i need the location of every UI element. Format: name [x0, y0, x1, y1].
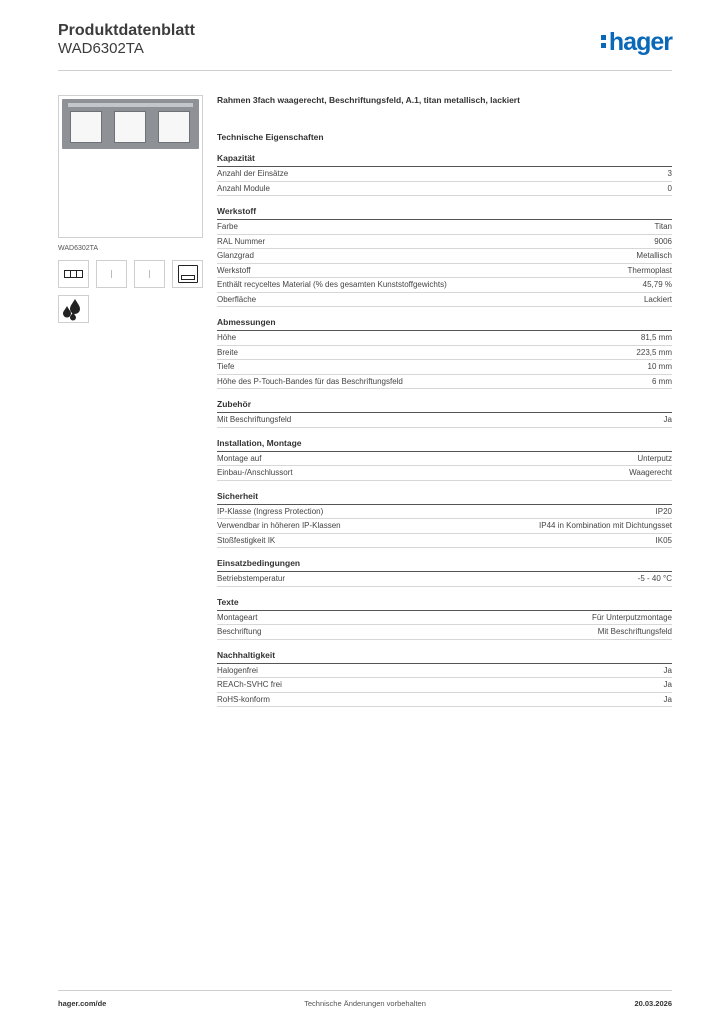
spec-row [217, 693, 672, 708]
image-caption: WAD6302TA [58, 245, 99, 252]
spec-label: Farbe [217, 222, 238, 231]
spec-section [217, 650, 672, 708]
section-title: Abmessungen [217, 317, 672, 331]
spec-value: Lackiert [643, 294, 672, 304]
spec-row [217, 611, 672, 626]
spec-row [217, 264, 672, 279]
spec-row [217, 519, 672, 534]
spec-row [217, 220, 672, 235]
spec-label: Tiefe [217, 362, 235, 371]
spec-row [217, 331, 672, 346]
spec-value: -5 - 40 °C [637, 574, 672, 583]
spec-label: REACh-SVHC frei [217, 680, 282, 689]
spec-row [217, 505, 672, 520]
spec-value: IP44 in Kombination mit Dichtungsset [539, 521, 672, 530]
spec-section [217, 597, 672, 640]
spec-value: Unterputz [637, 453, 672, 463]
spec-value: Ja [663, 694, 672, 704]
spec-value: Für Unterputzmontage [591, 612, 672, 622]
spec-value: IK05 [655, 535, 672, 545]
spec-sheet [217, 95, 672, 717]
spec-value: Titan [654, 222, 672, 231]
document-title: Produktdatenblatt [58, 22, 195, 39]
feature-icons [58, 260, 203, 288]
spec-label: Stoßfestigkeit IK [217, 535, 276, 545]
spec-value: 0 [667, 183, 672, 193]
spec-label: Glanzgrad [217, 251, 254, 260]
spec-value: Ja [663, 680, 672, 689]
spec-label: Einbau-/Anschlussort [217, 468, 293, 477]
label-strip [68, 103, 193, 107]
spec-row [217, 167, 672, 182]
section-title: Werkstoff [217, 206, 672, 220]
spec-row [217, 235, 672, 250]
logo-text: hager [608, 28, 672, 56]
hager-logo [601, 28, 672, 57]
spec-value: 81,5 mm [640, 333, 672, 342]
footer-disclaimer: Technische Änderungen vorbehalten [304, 999, 426, 1008]
spec-section [217, 399, 672, 428]
spec-value: Ja [663, 665, 672, 675]
spec-label: IP-Klasse (Ingress Protection) [217, 506, 324, 516]
spec-label: Montage auf [217, 453, 262, 463]
section-title: Kapazität [217, 153, 672, 167]
spec-value: 223,5 mm [636, 347, 672, 357]
product-panel [58, 95, 203, 323]
spec-section [217, 438, 672, 481]
spec-label: Montageart [217, 612, 258, 622]
page-footer [58, 990, 672, 1017]
footer-website[interactable]: hager.com/de [58, 999, 107, 1008]
spec-label: Oberfläche [217, 294, 257, 304]
three-module-icon [58, 260, 89, 288]
product-image [58, 95, 203, 238]
spec-label: Enthält recyceltes Material (% des gesamten Kunststoffgewichts) [217, 280, 447, 289]
spec-label: Werkstoff [217, 265, 251, 275]
spec-label: Höhe [217, 333, 237, 342]
section-title: Installation, Montage [217, 438, 672, 452]
spec-label: Betriebstemperatur [217, 574, 286, 583]
frame-opening [114, 111, 146, 143]
product-description: Rahmen 3fach waagerecht, Beschriftungsfeld, A.1, titan metallisch, lackiert [217, 95, 520, 105]
spec-value: Ja [663, 415, 672, 424]
spec-value: Thermoplast [627, 265, 672, 275]
spec-value: 45,79 % [642, 280, 672, 289]
spec-row [217, 534, 672, 549]
spec-label: Beschriftung [217, 627, 262, 636]
tech-properties-title: Technische Eigenschaften [217, 132, 324, 142]
divider-icon [96, 260, 127, 288]
spec-section [217, 153, 672, 196]
spec-label: Anzahl der Einsätze [217, 169, 289, 178]
spec-row [217, 278, 672, 293]
spec-sections [217, 153, 672, 707]
spec-value: 9006 [654, 236, 672, 246]
logo-colon-icon [601, 33, 606, 49]
frame-opening [158, 111, 190, 143]
spec-row [217, 664, 672, 679]
spec-label: RAL Nummer [217, 236, 266, 246]
divider-icon [134, 260, 165, 288]
frame-opening [70, 111, 102, 143]
spec-row [217, 452, 672, 467]
spec-row [217, 293, 672, 308]
article-number: WAD6302TA [58, 40, 144, 57]
page-header [58, 22, 672, 71]
section-title: Nachhaltigkeit [217, 650, 672, 664]
spec-row [217, 360, 672, 375]
spec-row [217, 625, 672, 640]
spec-row [217, 375, 672, 390]
spec-label: Mit Beschriftungsfeld [217, 415, 292, 424]
spec-value: Metallisch [636, 251, 672, 260]
frame-illustration [62, 99, 199, 149]
spec-value: 10 mm [647, 362, 672, 371]
spec-row [217, 346, 672, 361]
section-title: Zubehör [217, 399, 672, 413]
spec-row [217, 466, 672, 481]
spec-value: Mit Beschriftungsfeld [597, 627, 672, 636]
spec-section [217, 317, 672, 389]
footer-date: 20.03.2026 [634, 999, 672, 1008]
spec-value: IP20 [655, 506, 672, 516]
section-title: Sicherheit [217, 491, 672, 505]
spec-row [217, 678, 672, 693]
section-title: Einsatzbedingungen [217, 558, 672, 572]
spec-section [217, 206, 672, 307]
spec-label: Breite [217, 347, 238, 357]
socket-icon [172, 260, 203, 288]
spec-label: Verwendbar in höheren IP-Klassen [217, 521, 341, 530]
spec-value: 6 mm [652, 376, 672, 386]
spec-label: Höhe des P-Touch-Bandes für das Beschriftungsfeld [217, 376, 403, 386]
water-drops-icon [58, 295, 89, 323]
spec-label: Anzahl Module [217, 183, 270, 193]
spec-row [217, 182, 672, 197]
spec-row [217, 249, 672, 264]
spec-row [217, 572, 672, 587]
spec-value: Waagerecht [629, 468, 672, 477]
section-title: Texte [217, 597, 672, 611]
spec-section [217, 491, 672, 549]
spec-value: 3 [667, 169, 672, 178]
spec-label: RoHS-konform [217, 694, 270, 704]
spec-section [217, 558, 672, 587]
spec-row [217, 413, 672, 428]
spec-label: Halogenfrei [217, 665, 258, 675]
